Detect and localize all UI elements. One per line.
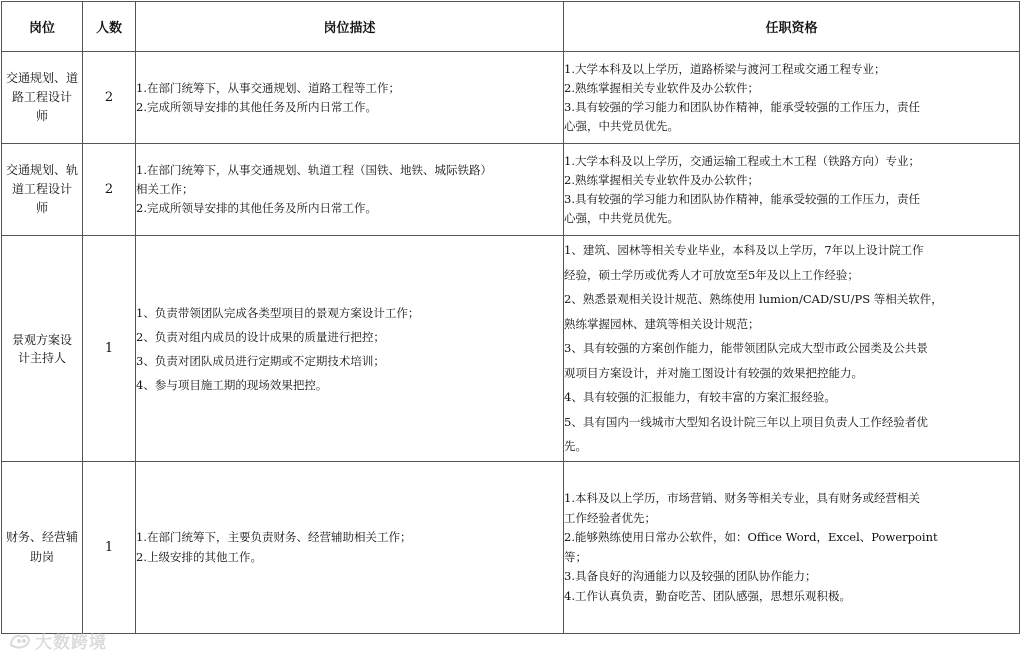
requirements-cell xyxy=(564,144,1020,236)
requirement-line: 4.工作认真负责，勤奋吃苦、团队感强，思想乐观积极。 xyxy=(564,588,851,603)
header-requirements: 任职资格 xyxy=(564,2,1020,52)
description-line: 2.完成所领导安排的其他任务及所内日常工作。 xyxy=(136,201,377,215)
count-cell: 2 xyxy=(83,52,136,144)
position-line: 路工程设计 xyxy=(11,90,72,104)
position-cell xyxy=(2,462,83,634)
requirement-line: 2.熟练掌握相关专业软件及办公软件； xyxy=(564,172,759,187)
position-line: 财务、经营辅 xyxy=(5,530,78,544)
description-cell xyxy=(136,144,564,236)
position-line: 计主持人 xyxy=(17,350,66,365)
requirements-cell xyxy=(564,236,1020,462)
requirement-line: 心强，中共党员优先。 xyxy=(564,210,679,225)
watermark-logo-icon xyxy=(8,631,32,651)
position-line: 师 xyxy=(35,109,48,123)
requirement-line: 3.具备良好的沟通能力以及较强的团队协作能力； xyxy=(564,569,817,583)
description-line: 2.上级安排的其他工作。 xyxy=(136,549,262,564)
position-line: 道工程设计 xyxy=(11,182,72,196)
requirement-line: 观项目方案设计，并对施工图设计有较强的效果把控能力。 xyxy=(564,365,863,380)
description-line: 1.在部门统筹下，从事交通规划、轨道工程（国铁、地铁、城际铁路） xyxy=(136,163,492,177)
description-line: 3、负责对团队成员进行定期或不定期技术培训； xyxy=(136,353,385,368)
requirement-line: 4、具有较强的汇报能力，有较丰富的方案汇报经验。 xyxy=(564,390,836,405)
requirement-line: 3、具有较强的方案创作能力，能带领团队完成大型市政公园类及公共景 xyxy=(564,341,928,356)
description-line: 相关工作； xyxy=(136,182,194,196)
position-line: 交通规划、道 xyxy=(5,71,78,85)
position-line: 师 xyxy=(35,201,48,215)
requirement-line: 3.具有较强的学习能力和团队协作精神，能承受较强的工作压力，责任 xyxy=(564,99,920,114)
requirement-line: 1.大学本科及以上学历，道路桥梁与渡河工程或交通工程专业； xyxy=(564,61,886,76)
position-cell xyxy=(2,236,83,462)
requirement-line: 2.能够熟练使用日常办公软件，如：Office Word，Excel、Powerpoint xyxy=(564,530,938,544)
header-description: 岗位描述 xyxy=(136,2,564,52)
position-line: 景观方案设 xyxy=(11,332,72,347)
requirement-line: 1.大学本科及以上学历，交通运输工程或土木工程（铁路方向）专业； xyxy=(564,153,920,168)
requirement-line: 熟练掌握园林、建筑等相关设计规范； xyxy=(564,316,760,331)
description-cell xyxy=(136,462,564,634)
requirements-cell xyxy=(564,52,1020,144)
header-count: 人数 xyxy=(83,2,136,52)
description-line: 2、负责对组内成员的设计成果的质量进行把控； xyxy=(136,329,385,344)
position-line: 助岗 xyxy=(29,549,54,564)
description-cell xyxy=(136,236,564,462)
watermark-text: 大数跨境 xyxy=(35,633,107,653)
requirement-line: 1.本科及以上学历，市场营销、财务等相关专业，具有财务或经营相关 xyxy=(564,491,920,505)
description-line: 2.完成所领导安排的其他任务及所内日常工作。 xyxy=(136,99,377,114)
requirement-line: 先。 xyxy=(564,439,587,454)
requirements-cell xyxy=(564,462,1020,634)
table-row xyxy=(2,52,1020,144)
job-table xyxy=(1,1,1020,634)
requirement-line: 心强，中共党员优先。 xyxy=(564,118,679,133)
requirement-line: 2.熟练掌握相关专业软件及办公软件； xyxy=(564,80,759,95)
requirement-line: 工作经验者优先； xyxy=(564,510,656,525)
requirement-line: 5、具有国内一线城市大型知名设计院三年以上项目负责人工作经验者优 xyxy=(564,414,928,429)
requirement-line: 等； xyxy=(564,549,587,564)
requirement-line: 1、建筑、园林等相关专业毕业，本科及以上学历，7年以上设计院工作 xyxy=(564,243,924,258)
watermark xyxy=(8,628,107,653)
position-line: 交通规划、轨 xyxy=(5,163,78,177)
count-cell: 2 xyxy=(83,144,136,236)
description-line: 1、负责带领团队完成各类型项目的景观方案设计工作； xyxy=(136,305,420,320)
position-cell xyxy=(2,52,83,144)
count-cell: 1 xyxy=(83,462,136,634)
table-header-row xyxy=(2,2,1020,52)
description-line: 4、参与项目施工期的现场效果把控。 xyxy=(136,377,328,392)
table-row xyxy=(2,462,1020,634)
requirement-line: 3.具有较强的学习能力和团队协作精神，能承受较强的工作压力，责任 xyxy=(564,191,920,206)
header-position: 岗位 xyxy=(2,2,83,52)
description-cell xyxy=(136,52,564,144)
table-row xyxy=(2,144,1020,236)
description-line: 1.在部门统筹下，从事交通规划、道路工程等工作； xyxy=(136,80,400,95)
requirement-line: 2、熟悉景观相关设计规范、熟练使用 lumion/CAD/SU/PS 等相关软件， xyxy=(564,292,943,307)
description-line: 1.在部门统筹下，主要负责财务、经营辅助相关工作； xyxy=(136,530,412,544)
position-cell xyxy=(2,144,83,236)
count-cell: 1 xyxy=(83,236,136,462)
requirement-line: 经验，硕士学历或优秀人才可放宽至5年及以上工作经验； xyxy=(564,267,859,282)
table-row xyxy=(2,236,1020,462)
